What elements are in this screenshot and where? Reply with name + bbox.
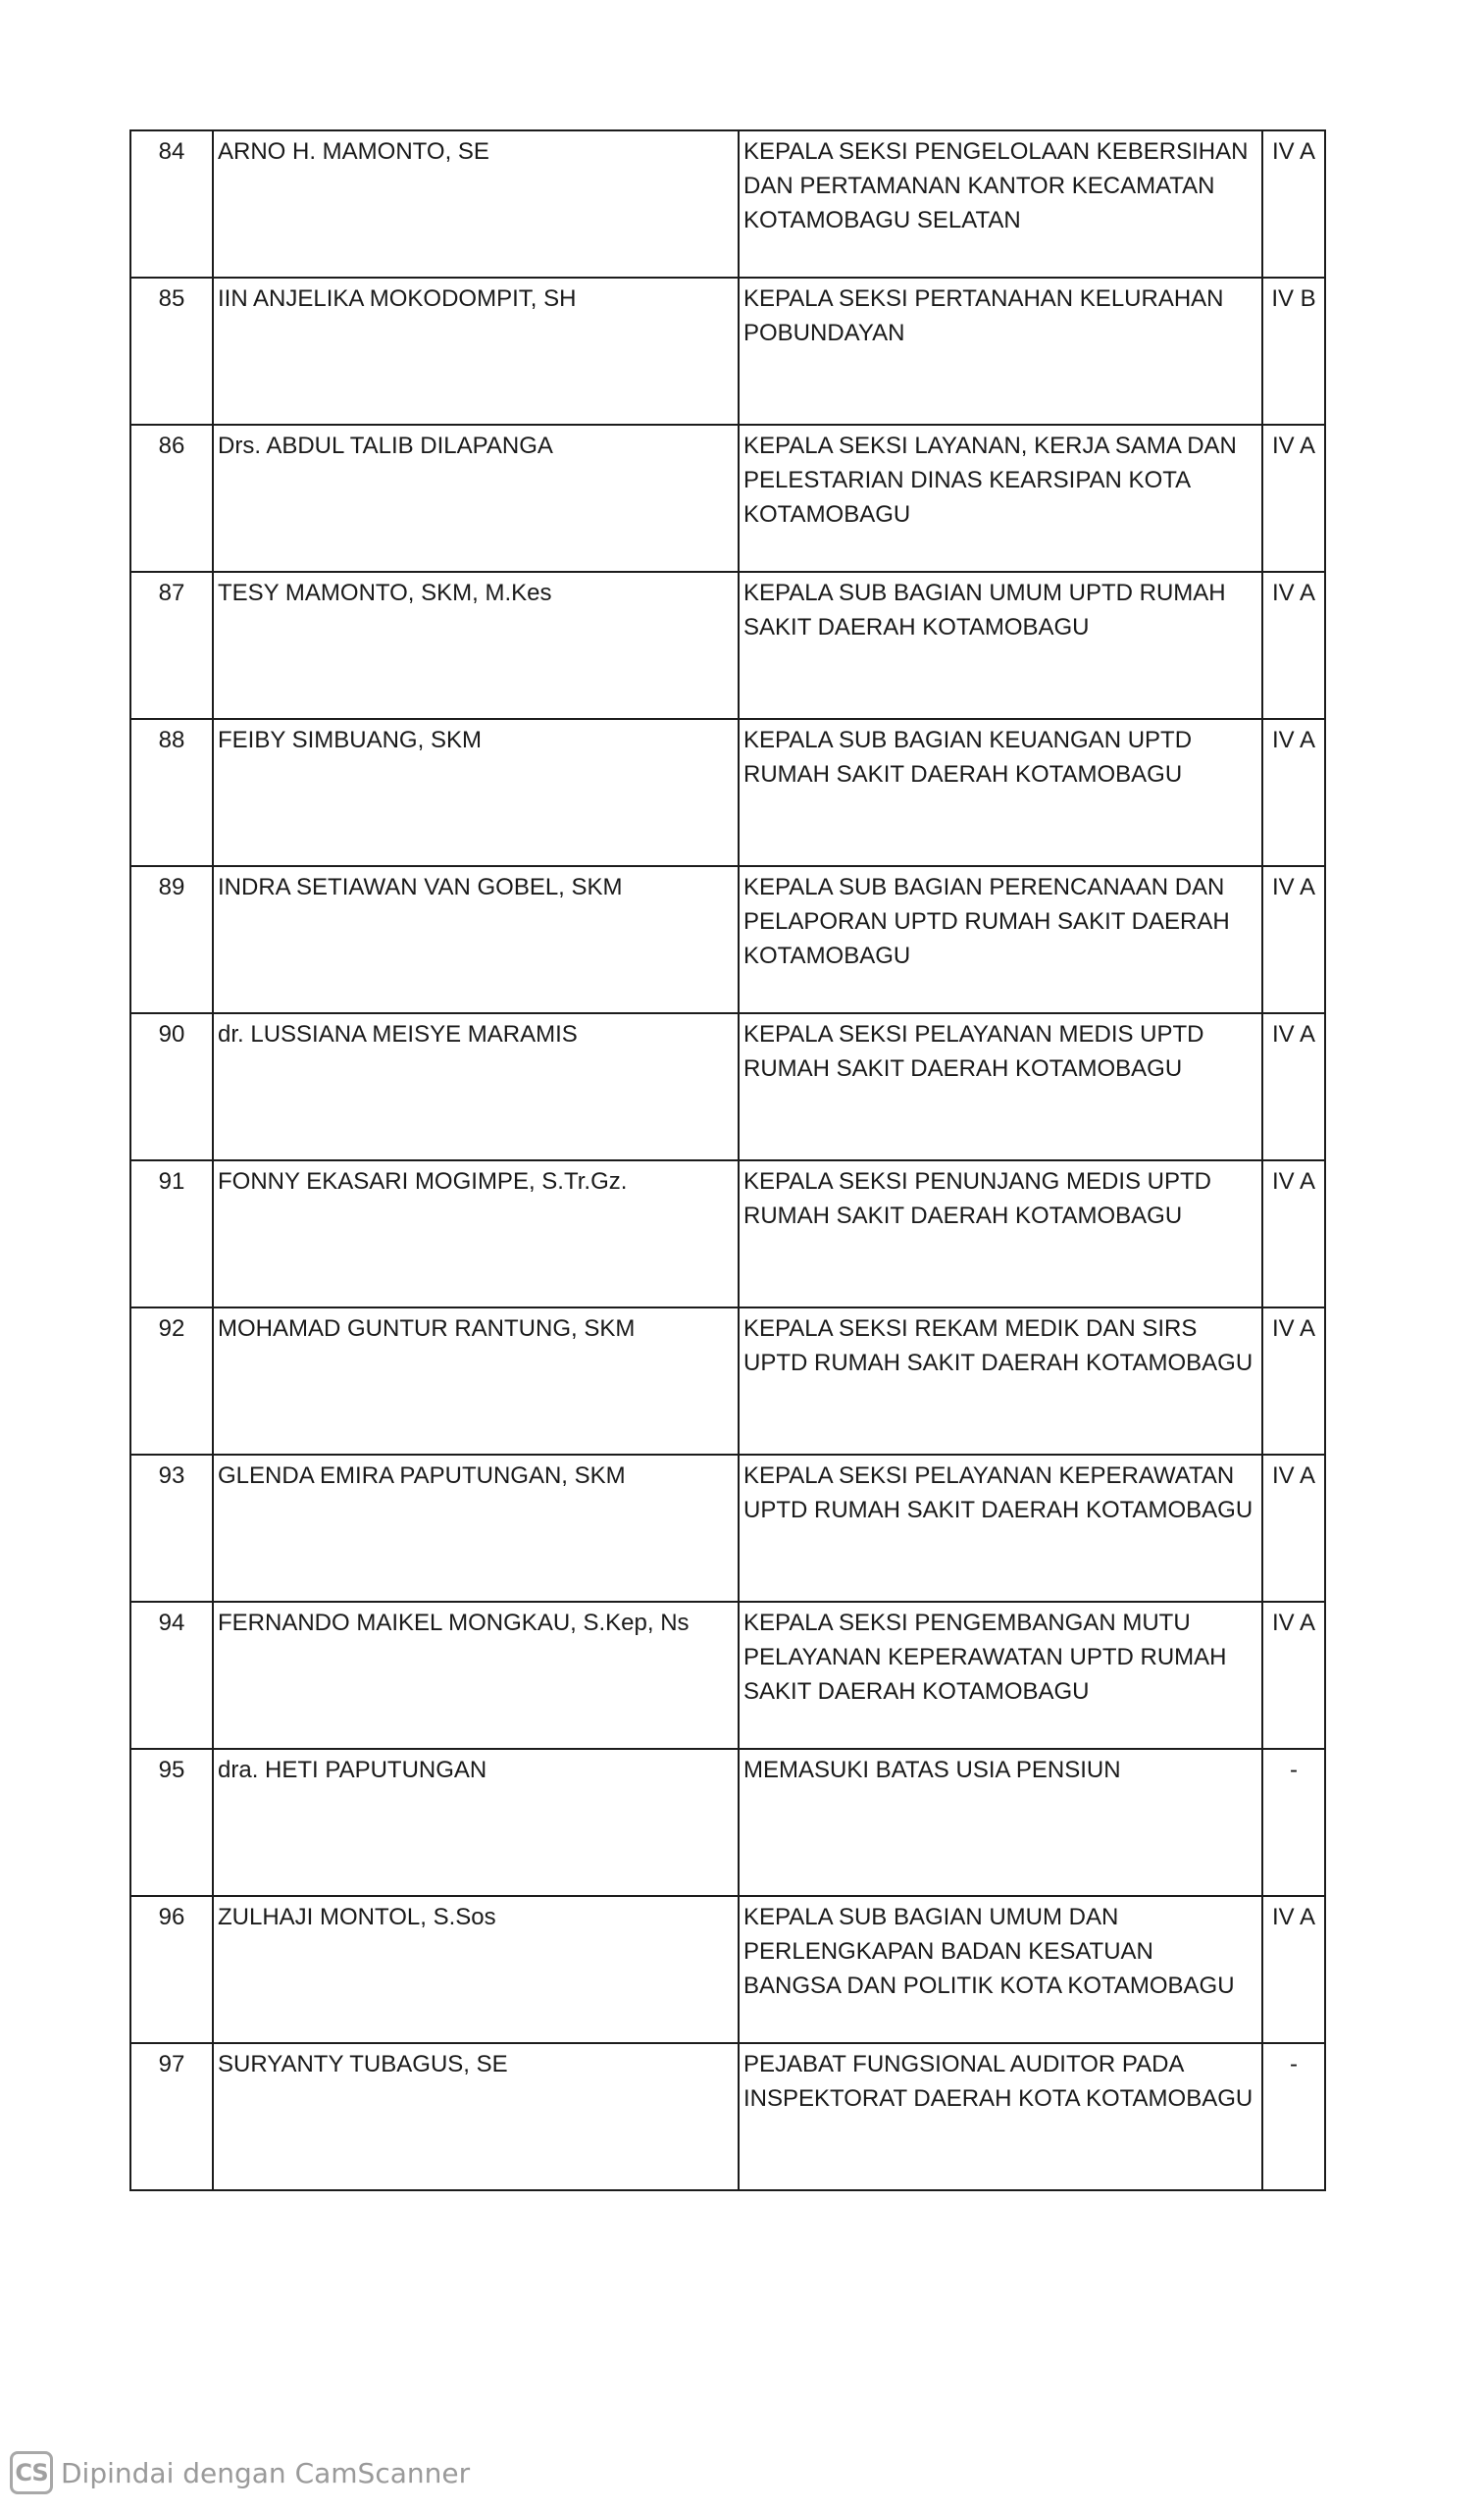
- position-title: KEPALA SUB BAGIAN UMUM DAN PERLENGKAPAN BADAN KESATUAN BANGSA DAN POLITIK KOTA KOTAMOBAGU: [739, 1896, 1262, 2043]
- grade: IV A: [1262, 1013, 1325, 1160]
- row-number: 90: [130, 1013, 213, 1160]
- grade: IV A: [1262, 1896, 1325, 2043]
- table-row: [130, 130, 1325, 278]
- position-title: KEPALA SUB BAGIAN PERENCANAAN DAN PELAPORAN UPTD RUMAH SAKIT DAERAH KOTAMOBAGU: [739, 866, 1262, 1013]
- position-title: KEPALA SEKSI PELAYANAN KEPERAWATAN UPTD RUMAH SAKIT DAERAH KOTAMOBAGU: [739, 1455, 1262, 1602]
- row-number: 93: [130, 1455, 213, 1602]
- employee-name: TESY MAMONTO, SKM, M.Kes: [213, 572, 739, 719]
- position-title: KEPALA SEKSI PENGELOLAAN KEBERSIHAN DAN PERTAMANAN KANTOR KECAMATAN KOTAMOBAGU SELATAN: [739, 130, 1262, 278]
- row-number: 84: [130, 130, 213, 278]
- table-row: [130, 719, 1325, 866]
- table-row: [130, 572, 1325, 719]
- grade: IV A: [1262, 719, 1325, 866]
- position-title: KEPALA SEKSI REKAM MEDIK DAN SIRS UPTD RUMAH SAKIT DAERAH KOTAMOBAGU: [739, 1307, 1262, 1455]
- position-title: KEPALA SEKSI PENUNJANG MEDIS UPTD RUMAH SAKIT DAERAH KOTAMOBAGU: [739, 1160, 1262, 1307]
- position-title: PEJABAT FUNGSIONAL AUDITOR PADA INSPEKTORAT DAERAH KOTA KOTAMOBAGU: [739, 2043, 1262, 2190]
- employee-name: dra. HETI PAPUTUNGAN: [213, 1749, 739, 1896]
- employee-name: INDRA SETIAWAN VAN GOBEL, SKM: [213, 866, 739, 1013]
- grade: IV A: [1262, 572, 1325, 719]
- employee-name: IIN ANJELIKA MOKODOMPIT, SH: [213, 278, 739, 425]
- watermark-text: Dipindai dengan CamScanner: [61, 2456, 471, 2489]
- row-number: 89: [130, 866, 213, 1013]
- row-number: 94: [130, 1602, 213, 1749]
- row-number: 92: [130, 1307, 213, 1455]
- employee-name: ARNO H. MAMONTO, SE: [213, 130, 739, 278]
- grade: -: [1262, 2043, 1325, 2190]
- employee-name: FEIBY SIMBUANG, SKM: [213, 719, 739, 866]
- position-title: KEPALA SUB BAGIAN KEUANGAN UPTD RUMAH SAKIT DAERAH KOTAMOBAGU: [739, 719, 1262, 866]
- employee-name: SURYANTY TUBAGUS, SE: [213, 2043, 739, 2190]
- position-title: KEPALA SEKSI PERTANAHAN KELURAHAN POBUNDAYAN: [739, 278, 1262, 425]
- grade: IV A: [1262, 1602, 1325, 1749]
- row-number: 87: [130, 572, 213, 719]
- employee-name: GLENDA EMIRA PAPUTUNGAN, SKM: [213, 1455, 739, 1602]
- employee-name: ZULHAJI MONTOL, S.Sos: [213, 1896, 739, 2043]
- grade: IV A: [1262, 866, 1325, 1013]
- table-row: [130, 1160, 1325, 1307]
- row-number: 96: [130, 1896, 213, 2043]
- camscanner-logo-icon: CS: [10, 2451, 53, 2494]
- table-row: [130, 866, 1325, 1013]
- table-row: [130, 1749, 1325, 1896]
- position-title: KEPALA SUB BAGIAN UMUM UPTD RUMAH SAKIT DAERAH KOTAMOBAGU: [739, 572, 1262, 719]
- personnel-table: [129, 129, 1326, 2191]
- employee-name: Drs. ABDUL TALIB DILAPANGA: [213, 425, 739, 572]
- position-title: MEMASUKI BATAS USIA PENSIUN: [739, 1749, 1262, 1896]
- row-number: 88: [130, 719, 213, 866]
- table-row: [130, 1602, 1325, 1749]
- row-number: 95: [130, 1749, 213, 1896]
- grade: IV A: [1262, 1455, 1325, 1602]
- row-number: 85: [130, 278, 213, 425]
- row-number: 86: [130, 425, 213, 572]
- employee-name: FONNY EKASARI MOGIMPE, S.Tr.Gz.: [213, 1160, 739, 1307]
- position-title: KEPALA SEKSI PELAYANAN MEDIS UPTD RUMAH SAKIT DAERAH KOTAMOBAGU: [739, 1013, 1262, 1160]
- grade: IV B: [1262, 278, 1325, 425]
- grade: IV A: [1262, 130, 1325, 278]
- grade: IV A: [1262, 425, 1325, 572]
- grade: IV A: [1262, 1307, 1325, 1455]
- employee-name: MOHAMAD GUNTUR RANTUNG, SKM: [213, 1307, 739, 1455]
- position-title: KEPALA SEKSI LAYANAN, KERJA SAMA DAN PELESTARIAN DINAS KEARSIPAN KOTA KOTAMOBAGU: [739, 425, 1262, 572]
- position-title: KEPALA SEKSI PENGEMBANGAN MUTU PELAYANAN KEPERAWATAN UPTD RUMAH SAKIT DAERAH KOTAMOBAGU: [739, 1602, 1262, 1749]
- table-row: [130, 1455, 1325, 1602]
- table-row: [130, 1307, 1325, 1455]
- camscanner-watermark: [10, 2448, 470, 2497]
- table-row: [130, 1013, 1325, 1160]
- table-row: [130, 1896, 1325, 2043]
- grade: -: [1262, 1749, 1325, 1896]
- table-row: [130, 278, 1325, 425]
- employee-name: dr. LUSSIANA MEISYE MARAMIS: [213, 1013, 739, 1160]
- table-row: [130, 425, 1325, 572]
- grade: IV A: [1262, 1160, 1325, 1307]
- row-number: 91: [130, 1160, 213, 1307]
- employee-name: FERNANDO MAIKEL MONGKAU, S.Kep, Ns: [213, 1602, 739, 1749]
- table-row: [130, 2043, 1325, 2190]
- row-number: 97: [130, 2043, 213, 2190]
